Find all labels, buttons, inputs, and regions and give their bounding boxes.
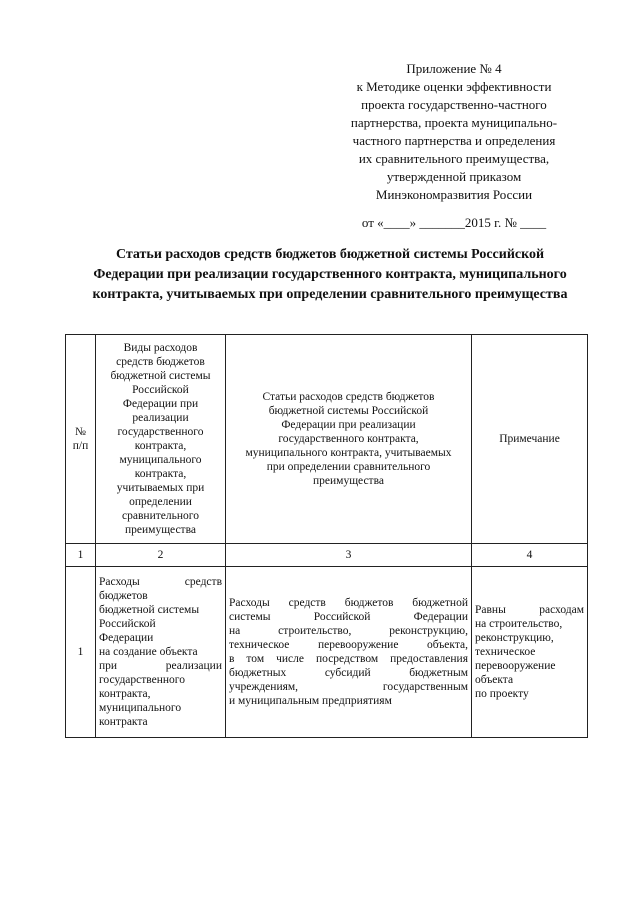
cell-line: учреждениям, государственным: [229, 681, 468, 693]
appendix-block: [318, 60, 590, 232]
expense-table: [65, 334, 588, 738]
cell-line: реконструкцию,: [475, 632, 554, 644]
cell-line: муниципального: [99, 702, 182, 714]
note-cell: [472, 567, 588, 738]
cell-line: сравнительного: [122, 510, 199, 522]
cell-line: на строительство, реконструкцию,: [229, 625, 468, 637]
cell-line: бюджетов: [99, 590, 148, 602]
title-line: контракта, учитываемых при определении сравнительного преимущества: [92, 287, 568, 302]
cell-line: бюджетной системы Российской: [268, 405, 429, 417]
cell-line: и муниципальным предприятиям: [229, 695, 392, 707]
column-number-row: [66, 544, 588, 567]
column-number-cell: 4: [472, 544, 588, 567]
cell-line: муниципального контракта, учитываемых: [245, 447, 452, 459]
appendix-line: утвержденной приказом: [386, 169, 522, 184]
header-cell-expense-type: [96, 335, 226, 544]
cell-line: Расходы средств: [99, 576, 222, 588]
cell-line: при реализации: [99, 660, 222, 672]
title-line: Статьи расходов средств бюджетов бюджетной системы Российской: [115, 247, 545, 262]
appendix-line: к Методике оценки эффективности: [356, 79, 552, 94]
cell-line: преимущества: [313, 475, 384, 487]
table-row: [66, 567, 588, 738]
cell-line: бюджетной системы: [110, 370, 211, 382]
cell-line: государственного: [99, 674, 185, 686]
cell-line: перевооружение: [475, 660, 556, 672]
cell-line: на создание объекта: [99, 646, 198, 658]
column-number-cell: 2: [96, 544, 226, 567]
cell-line: бюджетных субсидий бюджетным: [229, 667, 468, 679]
header-cell-expense-item: [226, 335, 472, 544]
cell-line: средств бюджетов: [116, 356, 205, 368]
column-number-cell: 1: [66, 544, 96, 567]
cell-line: бюджетной системы: [99, 604, 200, 616]
appendix-line: проекта государственно-частного: [361, 97, 547, 112]
appendix-line: партнерства, проекта муниципально-: [350, 115, 558, 130]
cell-line: по проекту: [475, 688, 529, 700]
cell-line: реализации: [132, 412, 189, 424]
cell-line: контракта,: [134, 440, 187, 452]
cell-line: Российской: [132, 384, 189, 396]
appendix-date-line: от «____» _______2015 г. № ____: [361, 215, 547, 230]
cell-line: Федерации: [99, 632, 154, 644]
table-header-row: [66, 335, 588, 544]
row-number-cell: 1: [66, 567, 96, 738]
cell-line: Статьи расходов средств бюджетов: [262, 391, 435, 403]
appendix-line: их сравнительного преимущества,: [358, 151, 550, 166]
cell-line: объекта: [475, 674, 514, 686]
header-cell-note: [472, 335, 588, 544]
cell-line: Расходы средств бюджетов бюджетной: [229, 597, 468, 609]
appendix-line: Минэкономразвития России: [375, 187, 533, 202]
cell-line: техническое перевооружение объекта,: [229, 639, 468, 651]
cell-line: п/п: [72, 440, 89, 452]
cell-line: Равны расходам: [475, 604, 584, 616]
cell-line: техническое: [475, 646, 536, 658]
cell-line: определении: [129, 496, 192, 508]
cell-line: Примечание: [499, 433, 560, 445]
cell-line: в том числе посредством предоставления: [229, 653, 468, 665]
cell-line: контракта,: [99, 688, 151, 700]
appendix-line: Приложение № 4: [406, 61, 502, 76]
cell-line: Федерации при реализации: [281, 419, 416, 431]
cell-line: учитываемых при: [116, 482, 205, 494]
expense-type-cell: [96, 567, 226, 738]
expense-item-cell: [226, 567, 472, 738]
cell-line: государственного контракта,: [278, 433, 419, 445]
cell-line: муниципального: [119, 454, 202, 466]
cell-line: Российской: [99, 618, 156, 630]
document-title: [60, 245, 600, 305]
cell-line: №: [75, 426, 86, 438]
cell-line: Федерации при: [122, 398, 199, 410]
title-line: Федерации при реализации государственного контракта, муниципального: [93, 267, 567, 282]
header-cell-number: [66, 335, 96, 544]
cell-line: системы Российской Федерации: [229, 611, 468, 623]
cell-line: на строительство,: [475, 618, 563, 630]
cell-line: Виды расходов: [123, 342, 198, 354]
appendix-line: частного партнерства и определения: [352, 133, 556, 148]
cell-line: контракта,: [134, 468, 187, 480]
cell-line: при определении сравнительного: [266, 461, 431, 473]
cell-line: преимущества: [125, 524, 196, 536]
cell-line: государственного: [117, 426, 204, 438]
column-number-cell: 3: [226, 544, 472, 567]
cell-line: контракта: [99, 716, 148, 728]
